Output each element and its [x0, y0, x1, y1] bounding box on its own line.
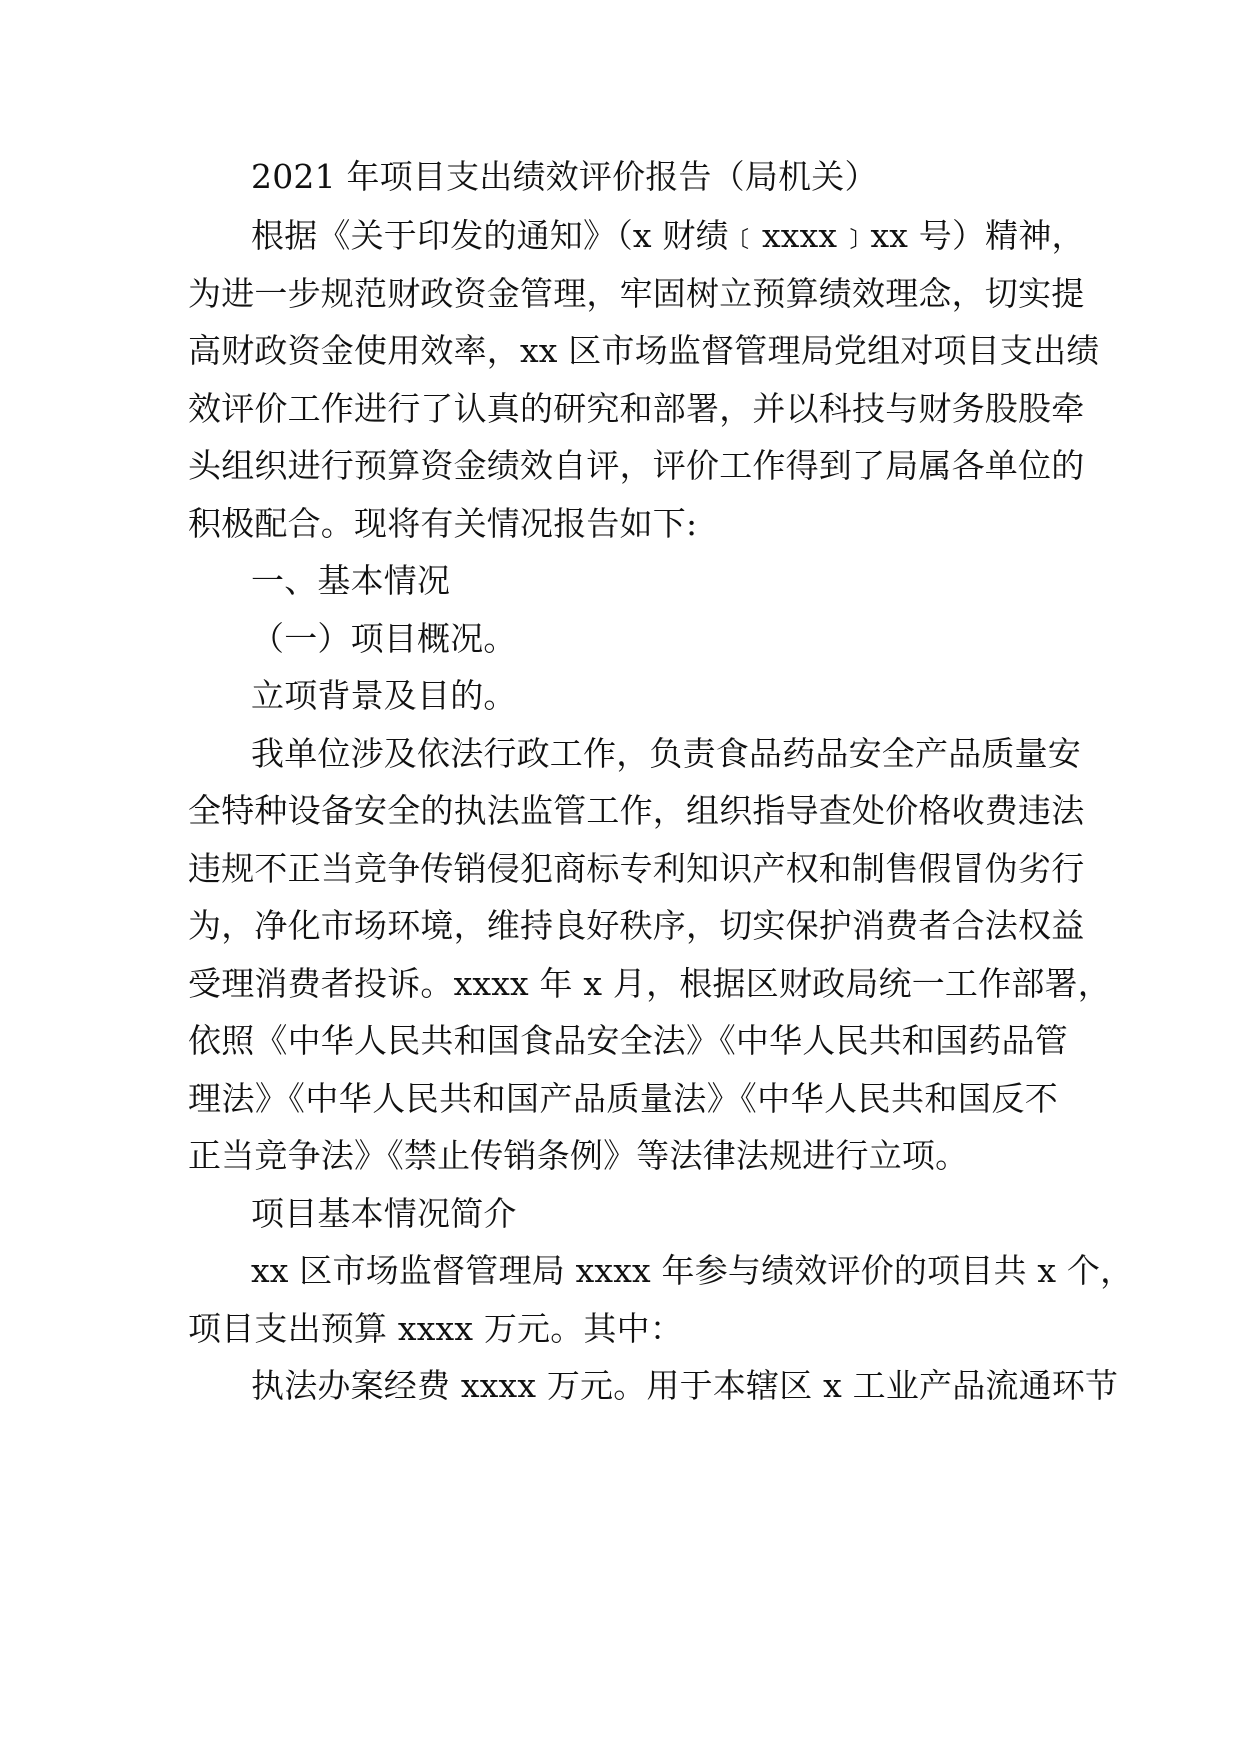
paragraph-line: 依照《中华人民共和国食品安全法》《中华人民共和国药品管 — [188, 1021, 1068, 1060]
subheading-summary: 项目基本情况简介 — [251, 1194, 517, 1233]
paragraph-line: 高财政资金使用效率，xx 区市场监督管理局党组对项目支出绩 — [188, 331, 1100, 370]
paragraph-line: 项目支出预算 xxxx 万元。其中： — [188, 1309, 684, 1348]
paragraph-line: 执法办案经费 xxxx 万元。用于本辖区 x 工业产品流通环节 — [251, 1366, 1119, 1405]
paragraph-line: 效评价工作进行了认真的研究和部署，并以科技与财务股股牵 — [188, 389, 1085, 428]
paragraph-line: 为，净化市场环境，维持良好秩序，切实保护消费者合法权益 — [188, 906, 1085, 945]
paragraph-line: 受理消费者投诉。xxxx 年 x 月，根据区财政局统一工作部署， — [188, 964, 1111, 1003]
paragraph-line: 为进一步规范财政资金管理，牢固树立预算绩效理念，切实提 — [188, 274, 1085, 313]
subsection-heading: （一）项目概况。 — [251, 619, 517, 658]
paragraph-line: 正当竞争法》《禁止传销条例》等法律法规进行立项。 — [188, 1136, 969, 1175]
paragraph-line: xx 区市场监督管理局 xxxx 年参与绩效评价的项目共 x 个， — [251, 1251, 1134, 1290]
paragraph-line: 头组织进行预算资金绩效自评，评价工作得到了局属各单位的 — [188, 446, 1085, 485]
paragraph-line: 理法》《中华人民共和国产品质量法》《中华人民共和国反不 — [188, 1079, 1058, 1118]
paragraph-line: 积极配合。现将有关情况报告如下: — [188, 504, 698, 543]
section-heading: 一、基本情况 — [251, 561, 451, 600]
paragraph-line: 违规不正当竞争传销侵犯商标专利知识产权和制售假冒伪劣行 — [188, 849, 1085, 888]
document-title: 2021 年项目支出绩效评价报告（局机关） — [251, 157, 878, 196]
paragraph-line: 全特种设备安全的执法监管工作，组织指导查处价格收费违法 — [188, 791, 1085, 830]
paragraph-line: 我单位涉及依法行政工作，负责食品药品安全产品质量安 — [251, 734, 1081, 773]
subheading-background: 立项背景及目的。 — [251, 676, 517, 715]
paragraph-line: 根据《关于印发的通知》（x 财绩﹝xxxx﹞xx 号）精神， — [251, 216, 1085, 255]
